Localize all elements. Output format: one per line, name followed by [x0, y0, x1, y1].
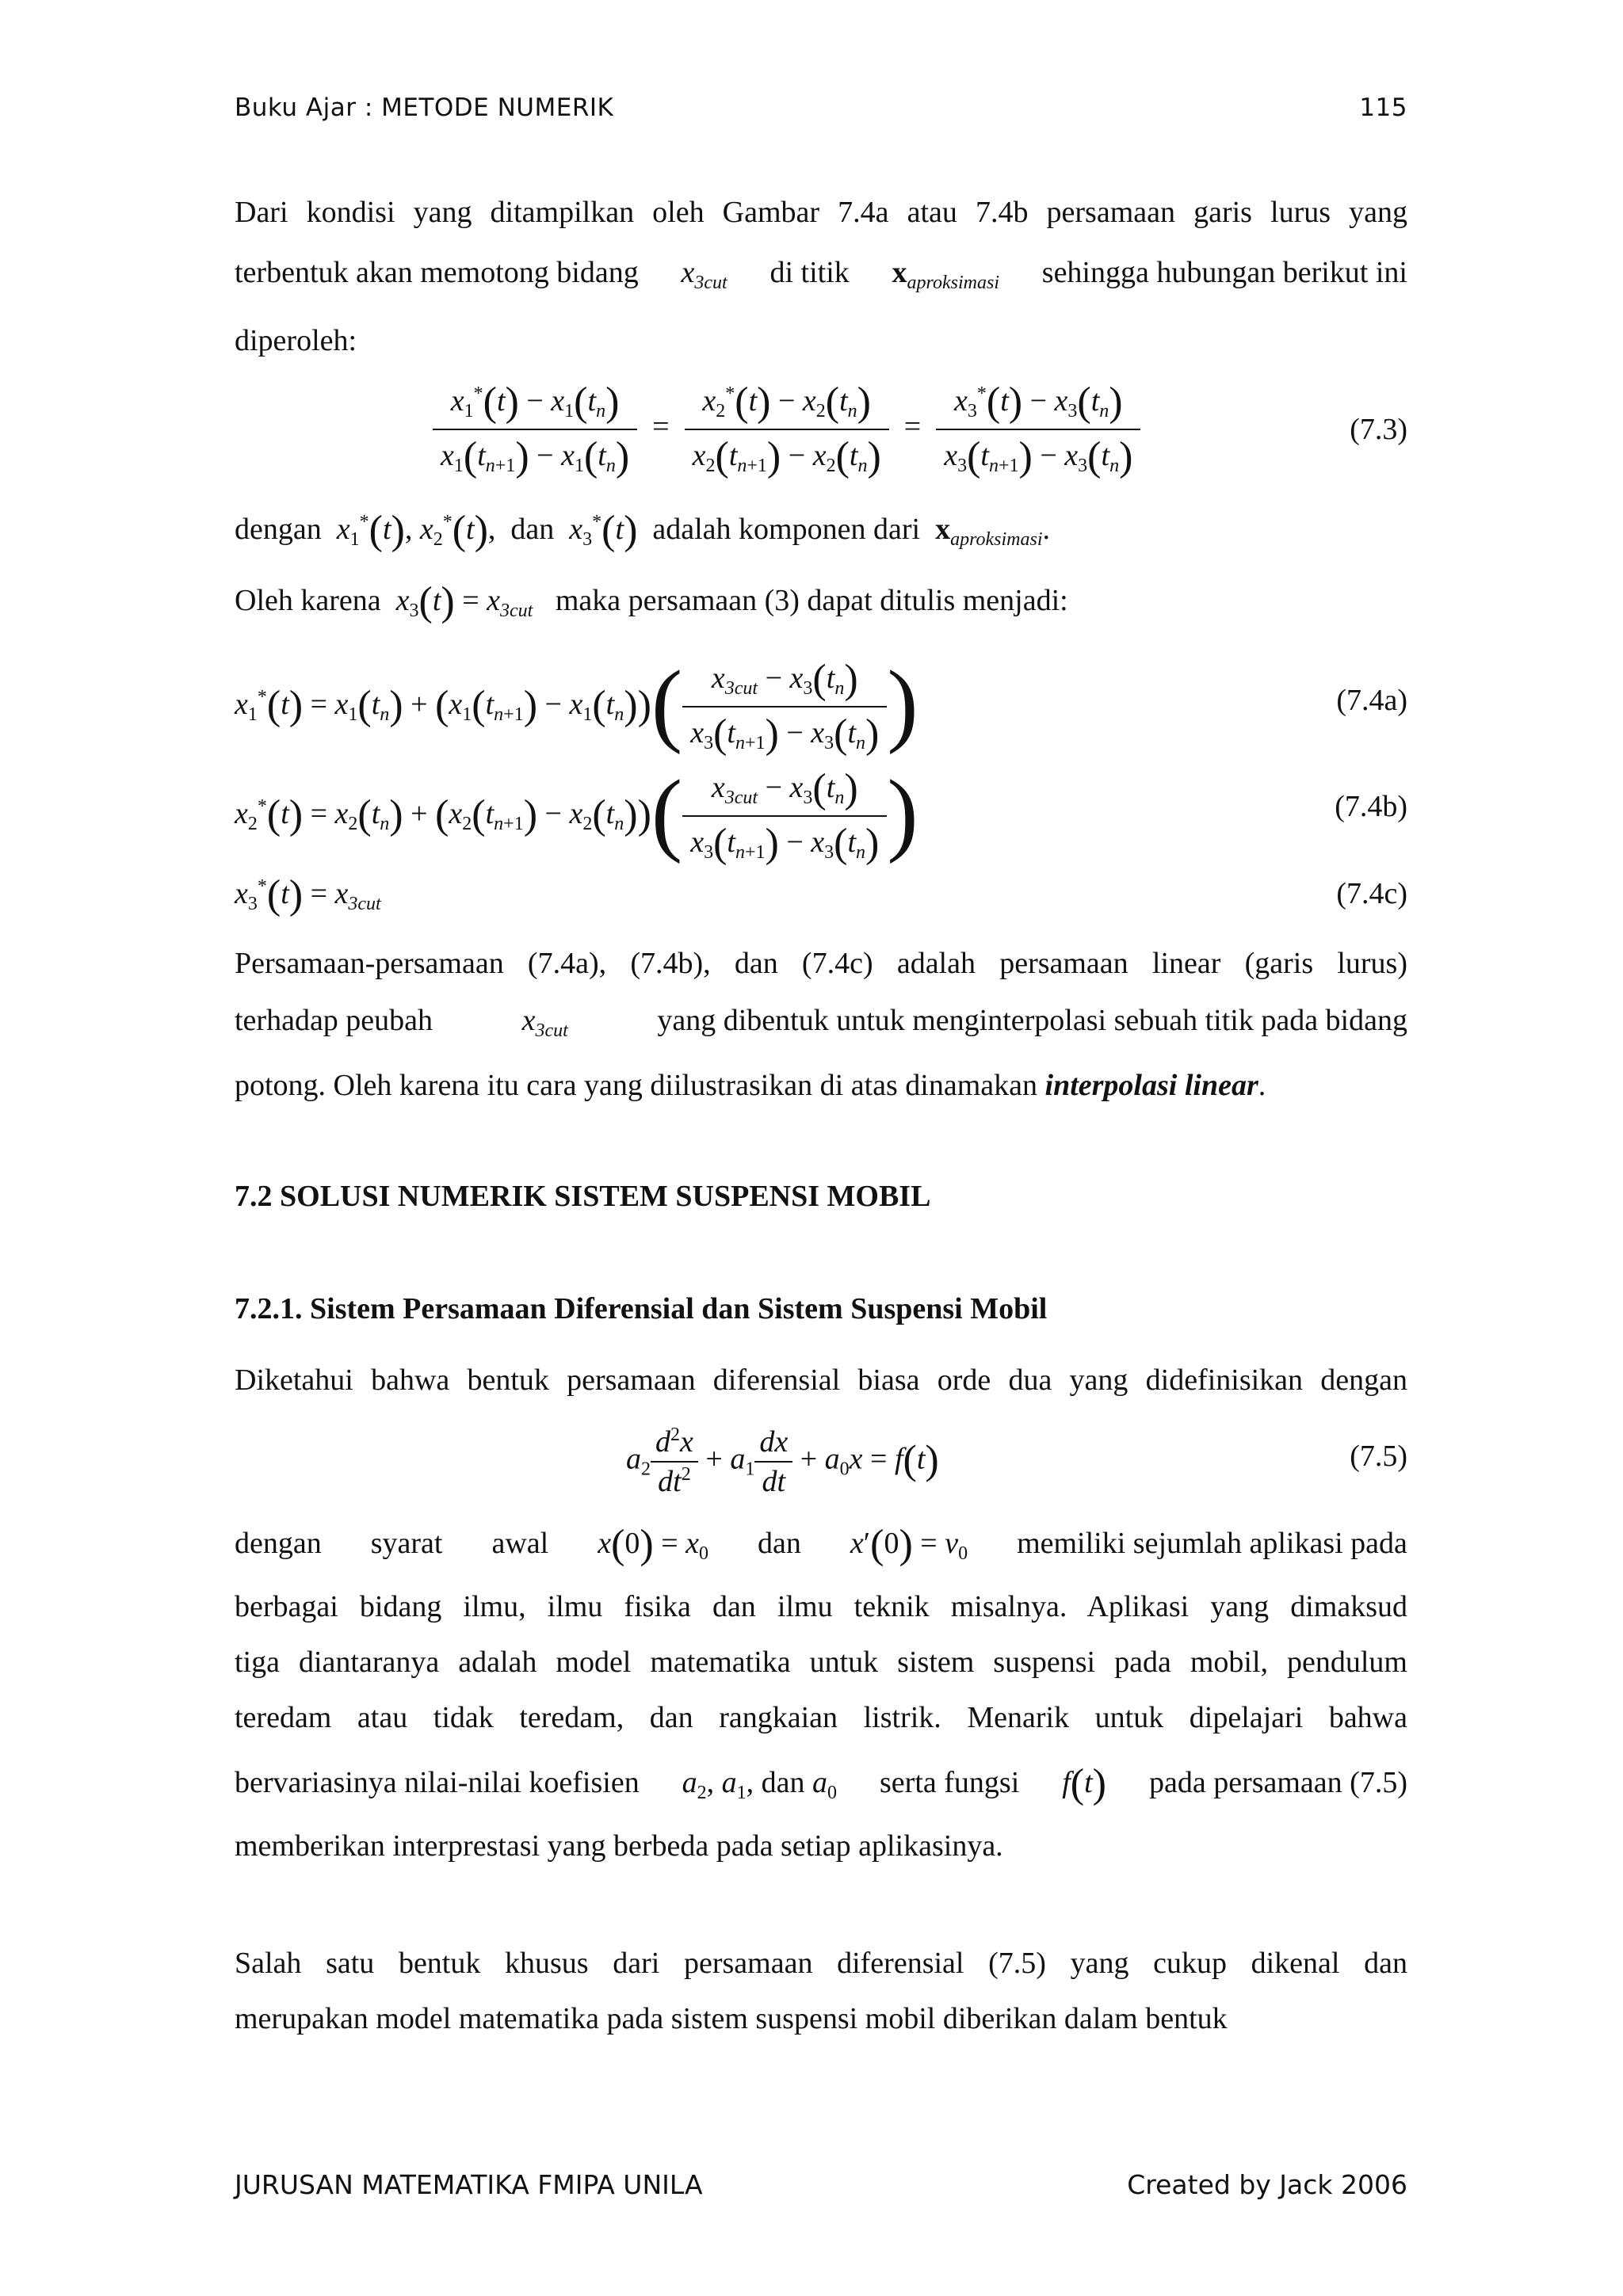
equation-7-3: $\frac{x_1^*(t) - x_1(t_n)}{x_1(t_{n+1}) - x_1(t_n)}$ = $\frac{x_2^*(t) - x_2(t_n)}{x_2(t_{n+1}) - x_2(t_n)}$ = $\frac{x_3^*(t) - x_3(t_n)}{x_3(t_{n+1}) - x_3(t_n)}$	[433, 379, 1140, 480]
para4-line5: bervariasinya nilai-nilai koefisien $a_2$, $a_1$, dan $a_0$ serta fungsi f(t) pada persamaan (7.5)	[235, 1761, 1407, 1806]
equation-7-4b: $x_2^*(t) = x_2(t_n) + (x_2(t_{n+1}) - x_2(t_n))$( $\frac{x_{3cut} - x_3(t_n)}{x_3(t_{n+1}) - x_3(t_n)}$ )	[235, 761, 918, 867]
para4-line1: dengan syarat awal $x(0) = x_0$ dan $x'(0) = v_0$ memiliki sejumlah aplikasi pada	[235, 1522, 1407, 1567]
var-x3cut: $x_{3cut}$	[681, 256, 727, 293]
para4-line2: berbagai bidang ilmu, ilmu fisika dan ilmu teknik misalnya. Aplikasi yang dimaksud	[235, 1590, 1407, 1623]
para1-line3: diperoleh:	[235, 324, 357, 357]
para1-line1: Dari kondisi yang ditampilkan oleh Gambar 7.4a atau 7.4b persamaan garis lurus yang	[235, 196, 1407, 229]
para4-line4: teredam atau tidak teredam, dan rangkaian listrik. Menarik untuk dipelajari bahwa	[235, 1701, 1407, 1734]
equation-label-7-3: (7.3)	[1350, 413, 1407, 446]
equation-7-5: $a_2$ $\frac{d^2x}{dt^2}$ + $a_1$ $\frac{dx}{dt}$ + $a_0x = f(t)$	[626, 1425, 939, 1498]
subsection-heading-7-2-1: 7.2.1. Sistem Persamaan Diferensial dan Sistem Suspensi Mobil	[235, 1292, 1048, 1325]
para2-line1: Persamaan-persamaan (7.4a), (7.4b), dan (7.4c) adalah persamaan linear (garis lurus)	[235, 947, 1407, 980]
equation-7-4c: $x_3^*(t) = x_{3cut}$	[235, 872, 381, 917]
para2-line2: terhadap peubah $x_{3cut}$ yang dibentuk untuk menginterpolasi sebuah titik pada bidang	[235, 1004, 1407, 1041]
header-title: Buku Ajar : METODE NUMERIK	[235, 93, 614, 122]
section-heading-7-2: 7.2 SOLUSI NUMERIK SISTEM SUSPENSI MOBIL	[235, 1180, 931, 1213]
para1-line2: terbentuk akan memotong bidang $x_{3cut}$ di titik $x_{aproksimasi}$ sehingga hubungan berikut ini	[235, 256, 1407, 293]
oleh-karena-line: Oleh karena $x_3(t) = x_{3cut}$ maka persamaan (3) dapat ditulis menjadi:	[235, 579, 1068, 624]
para2-line3: potong. Oleh karena itu cara yang diilustrasikan di atas dinamakan interpolasi linear.	[235, 1069, 1266, 1102]
equation-label-7-4c: (7.4c)	[1336, 877, 1407, 910]
para3-line1: Diketahui bahwa bentuk persamaan diferensial biasa orde dua yang didefinisikan dengan	[235, 1363, 1407, 1397]
equation-7-4a: $x_1^*(t) = x_1(t_n) + (x_1(t_{n+1}) - x_1(t_n))$( $\frac{x_{3cut} - x_3(t_n)}{x_3(t_{n+1}) - x_3(t_n)}$ )	[235, 651, 918, 757]
para5-line2: merupakan model matematika pada sistem suspensi mobil diberikan dalam bentuk	[235, 2002, 1228, 2035]
para5-line1: Salah satu bentuk khusus dari persamaan diferensial (7.5) yang cukup dikenal dan	[235, 1947, 1407, 1980]
footer-right: Created by Jack 2006	[1127, 2169, 1407, 2200]
var-x-aproksimasi: $x_{aproksimasi}$	[892, 256, 999, 293]
components-line: dengan $x_1^*(t)$, $x_2^*(t)$, dan $x_3^*(t)$ adalah komponen dari $x_{aproksimasi}$.	[235, 508, 1051, 553]
para4-line6: memberikan interprestasi yang berbeda pada setiap aplikasinya.	[235, 1829, 1003, 1863]
equation-label-7-4b: (7.4b)	[1335, 790, 1407, 823]
page-number: 115	[1359, 93, 1407, 122]
para4-line3: tiga diantaranya adalah model matematika untuk sistem suspensi pada mobil, pendulum	[235, 1646, 1407, 1679]
equation-label-7-5: (7.5)	[1350, 1440, 1407, 1473]
footer-left: JURUSAN MATEMATIKA FMIPA UNILA	[235, 2169, 703, 2200]
equation-label-7-4a: (7.4a)	[1336, 684, 1407, 717]
